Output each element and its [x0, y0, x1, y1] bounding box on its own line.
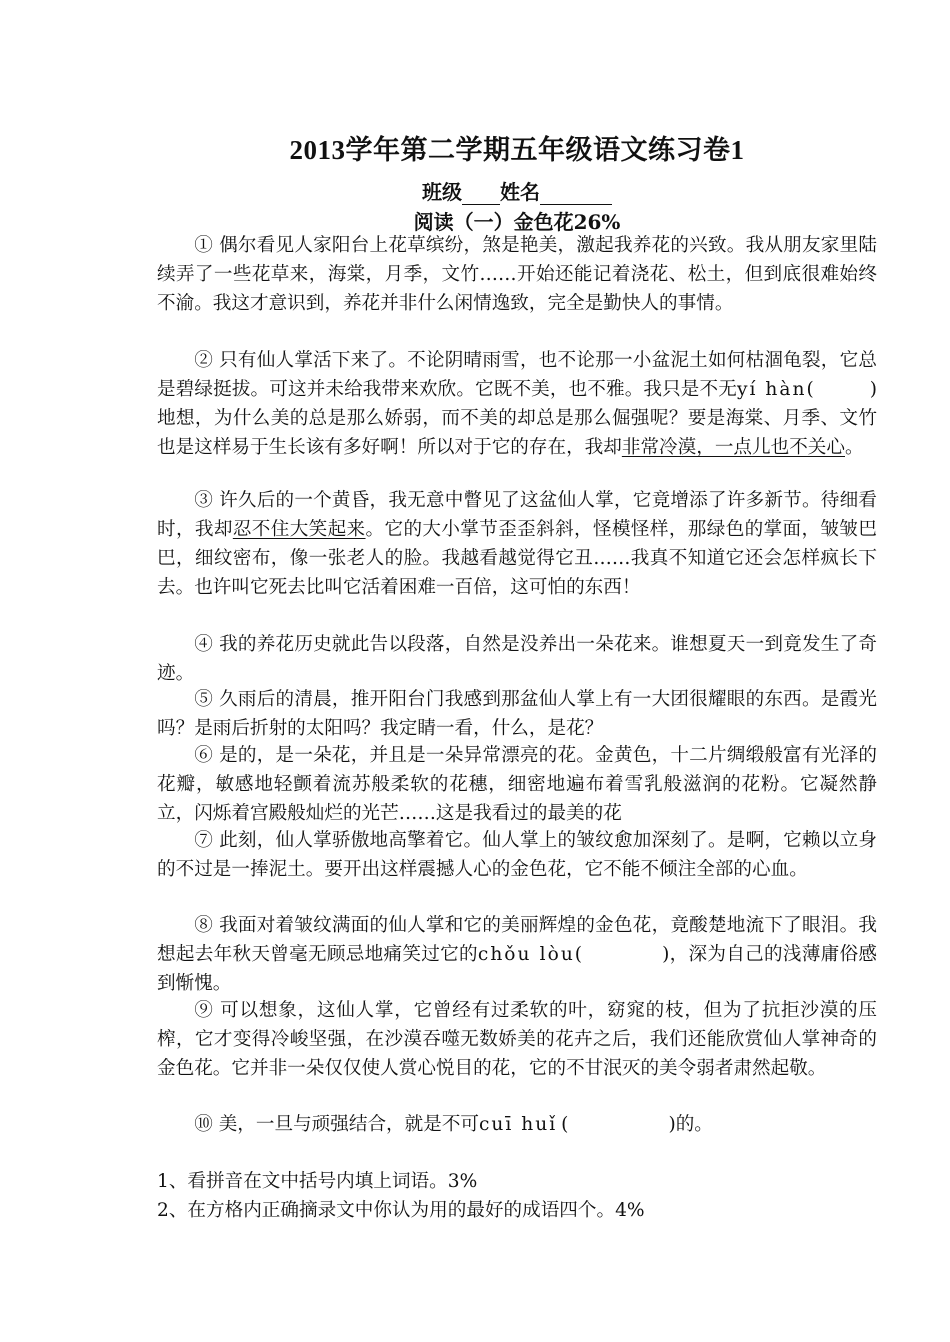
- paragraph-2: [157, 346, 877, 462]
- paren-close: )的。: [668, 1114, 713, 1135]
- paragraph-8-text-a: ⑧ 我面对着皱纹满面的仙人掌和它的美丽辉煌的金色花，竟酸楚地流下了眼泪。我想起去年秋天曾毫无顾忌地痛笑过它的: [157, 915, 877, 965]
- paragraph-3: [157, 486, 877, 602]
- class-blank[interactable]: [462, 184, 500, 205]
- underlined-phrase-2: 忍不住大笑起来: [232, 519, 366, 540]
- paragraph-3-text-a: ③ 许久后的一个黄昏，我无意中瞥见了这盆仙人掌，它竟增添了许多新节。待细看时，我却: [157, 490, 877, 540]
- paren-open: (: [806, 379, 814, 400]
- paragraph-10-text-a: ⑩ 美，一旦与顽强结合，就是不可: [194, 1114, 480, 1135]
- class-label: 班级: [422, 180, 462, 204]
- pinyin-prompt-3: cuī huǐ: [479, 1114, 558, 1135]
- paragraph-1: ① 偶尔看见人家阳台上花草缤纷，煞是艳美，激起我养花的兴致。我从朋友家里陆续弄了一些花草来，海棠，月季，文竹……开始还能记着浇花、松土，但到底很难始终不渝。我这才意识到，养花并非什么闲情逸致，完全是勤快人的事情。: [157, 235, 877, 314]
- name-blank[interactable]: [540, 184, 612, 205]
- paren-open: (: [561, 1114, 569, 1135]
- paragraph-9: ⑨ 可以想象，这仙人掌，它曾经有过柔软的叶，窈窕的枝，但为了抗拒沙漠的压榨，它才变得冷峻坚强，在沙漠吞噬无数娇美的花卉之后，我们还能欣赏仙人掌神奇的金色花。它并非一朵仅仅使人赏心悦目的花，它的不甘泯灭的美令弱者肃然起敬。: [157, 1000, 877, 1079]
- class-name-line: [157, 176, 877, 205]
- paragraph-2-end: 。: [845, 437, 864, 458]
- paragraph-5: ⑤ 久雨后的清晨，推开阳台门我感到那盆仙人掌上有一大团很耀眼的东西。是霞光吗？是雨后折射的太阳吗？我定睛一看，什么，是花？: [157, 689, 877, 739]
- paren-close: ): [869, 379, 877, 400]
- paragraph-10: [157, 1110, 877, 1139]
- paragraph-2-text-b: 地想，为什么美的总是那么娇弱，而不美的却总是那么倔强呢？要是海棠、月季、文竹也是这样易于生长该有多好啊！所以对于它的存在，我却: [157, 408, 877, 458]
- question-1: 1、看拼音在文中括号内填上词语。3%: [157, 1171, 478, 1192]
- paragraph-4: ④ 我的养花历史就此告以段落，自然是没养出一朵花来。谁想夏天一到竟发生了奇迹。: [157, 634, 877, 684]
- reading-title: 阅读（一）金色花26%: [413, 210, 621, 234]
- paragraph-3-text-b: 。它的大小掌节歪歪斜斜，怪模怪样，那绿色的掌面，皱皱巴巴，细纹密布，像一张老人的脸。我越看越觉得它丑……我真不知道它还会怎样疯长下去。也许叫它死去比叫它活着困难一百倍，这可怕的东西！: [157, 519, 877, 598]
- question-2: 2、在方格内正确摘录文中你认为用的最好的成语四个。4%: [157, 1200, 645, 1221]
- page-title: 2013学年第二学期五年级语文练习卷1: [289, 135, 745, 165]
- paragraph-8-text-b: 深为自己的浅薄庸俗感到惭愧。: [157, 944, 877, 994]
- paragraph-8: [157, 911, 877, 998]
- paragraph-2-text-a: ② 只有仙人掌活下来了。不论阴晴雨雪，也不论那一小盆泥土如何枯涸龟裂，它总是碧绿挺拔。可这并未给我带来欢欣。它既不美，也不雅。我只是不无: [157, 350, 877, 400]
- paren-close: )，: [662, 944, 689, 965]
- pinyin-prompt-1: yí hàn: [736, 379, 807, 400]
- underlined-phrase-1: 非常冷漠，一点儿也不关心: [621, 437, 845, 458]
- name-label: 姓名: [500, 180, 540, 204]
- paren-open: (: [574, 944, 583, 965]
- paragraph-7: ⑦ 此刻，仙人掌骄傲地高擎着它。仙人掌上的皱纹愈加深刻了。是啊，它赖以立身的不过是一捧泥土。要开出这样震撼人心的金色花，它不能不倾注全部的心血。: [157, 830, 877, 880]
- paragraph-6: ⑥ 是的，是一朵花，并且是一朵异常漂亮的花。金黄色，十二片绸缎般富有光泽的花瓣，敏感地轻颤着流苏般柔软的花穗，细密地遍布着雪乳般滋润的花粉。它凝然静立，闪烁着宫殿般灿烂的光芒……这是我看过的最美的花: [157, 745, 877, 824]
- pinyin-prompt-2: chǒu lòu: [477, 944, 575, 965]
